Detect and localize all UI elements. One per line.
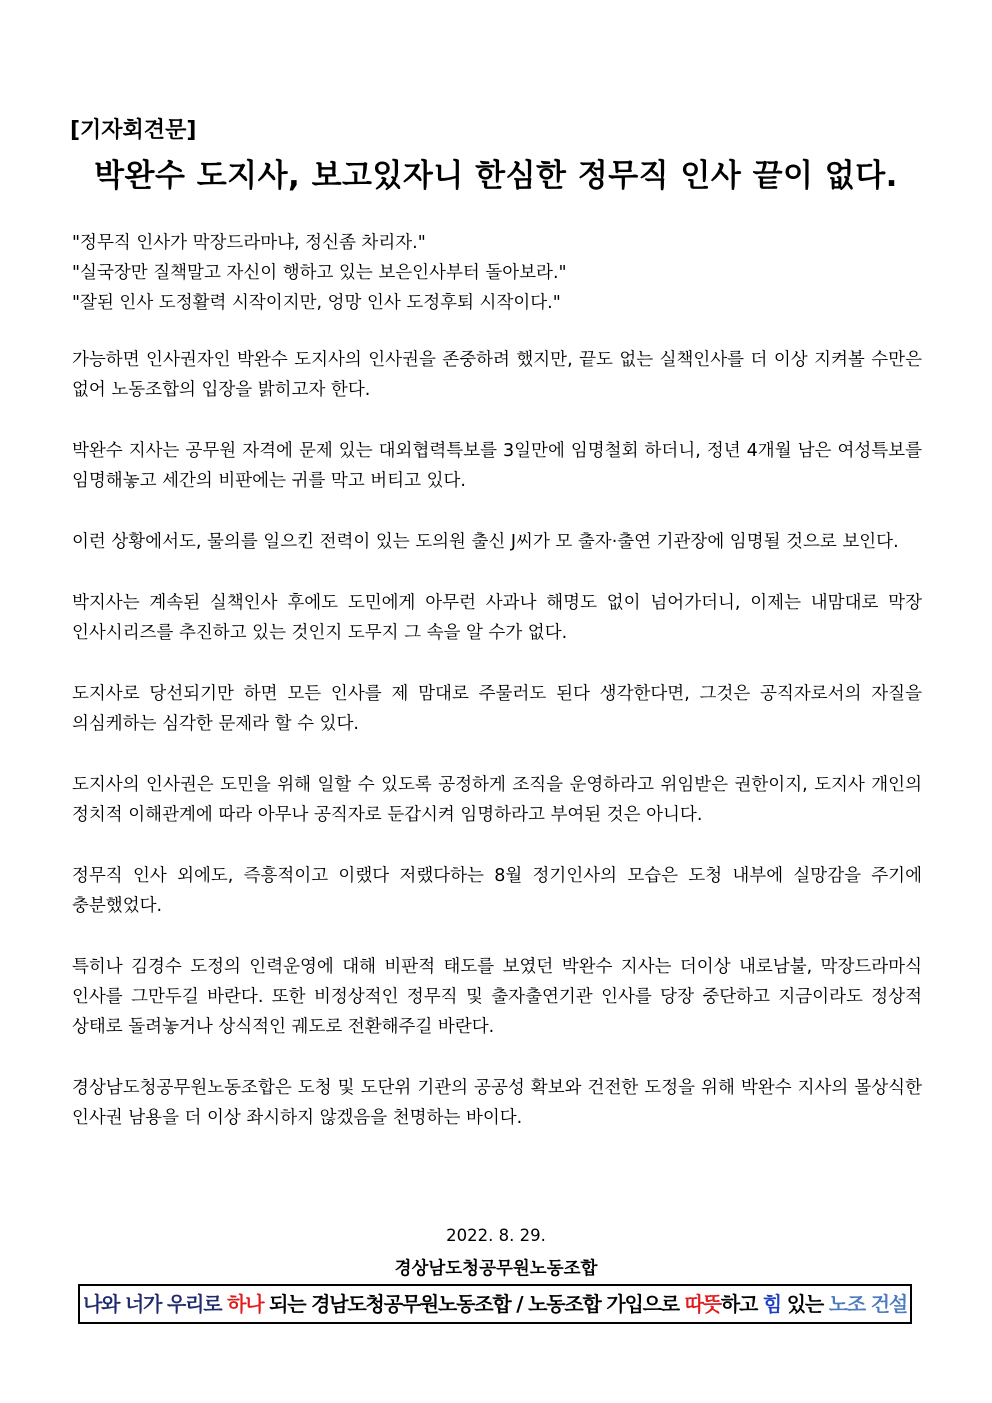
paragraph: 박완수 지사는 공무원 자격에 문제 있는 대외협력특보를 3일만에 임명철회 하더니, 정년 4개월 남은 여성특보를 임명해놓고 세간의 비판에는 귀를 막고 버티고 있다.	[72, 441, 922, 491]
slogan-segment: 하나	[227, 1292, 264, 1316]
paragraph: 도지사로 당선되기만 하면 모든 인사를 제 맘대로 주물러도 된다 생각한다면, 그것은 공직자로서의 자질을 의심케하는 심각한 문제라 할 수 있다.	[72, 684, 922, 734]
slogan-segment: 따뜻	[684, 1292, 721, 1316]
quote-line: "실국장만 질책말고 자신이 행하고 있는 보은인사부터 돌아보라."	[72, 263, 567, 283]
document-tag: [기자회견문]	[70, 118, 197, 143]
slogan-segment: 나와 너가 우리로	[82, 1292, 228, 1316]
paragraph: 도지사의 인사권은 도민을 위해 일할 수 있도록 공정하게 조직을 운영하라고 위임받은 권한이지, 도지사 개인의 정치적 이해관계에 따라 아무나 공직자로 둔갑시켜 임명하라고 부여된 것은 아니다.	[72, 775, 922, 825]
quote-block	[72, 228, 922, 318]
page-title: 박완수 도지사, 보고있자니 한심한 정무직 인사 끝이 없다.	[94, 158, 898, 194]
paragraph: 경상남도청공무원노동조합은 도청 및 도단위 기관의 공공성 확보와 건전한 도정을 위해 박완수 지사의 몰상식한 인사권 남용을 더 이상 좌시하지 않겠음을 천명하는 바이다.	[72, 1078, 922, 1128]
slogan-box	[78, 1284, 912, 1324]
body-text	[72, 345, 922, 1164]
slogan-segment: 힘	[762, 1292, 781, 1316]
quote-line: "잘된 인사 도정활력 시작이지만, 엉망 인사 도정후퇴 시작이다."	[72, 293, 561, 313]
quote-line: "정무직 인사가 막장드라마냐, 정신좀 차리자."	[72, 233, 426, 253]
paragraph: 박지사는 계속된 실책인사 후에도 도민에게 아무런 사과나 해명도 없이 넘어가더니, 이제는 내맘대로 막장 인사시리즈를 추진하고 있는 것인지 도무지 그 속을 알 수가 없다.	[72, 593, 922, 643]
slogan-segment: 되는 경남도청공무원노동조합 / 노동조합 가입으로	[263, 1292, 685, 1316]
paragraph: 이런 상황에서도, 물의를 일으킨 전력이 있는 도의원 출신 J씨가 모 출자·출연 기관장에 임명될 것으로 보인다.	[72, 532, 899, 552]
paragraph: 가능하면 인사권자인 박완수 도지사의 인사권을 존중하려 했지만, 끝도 없는 실책인사를 더 이상 지켜볼 수만은 없어 노동조합의 입장을 밝히고자 한다.	[72, 350, 922, 400]
slogan-segment: 하고	[720, 1292, 763, 1316]
organization-name: 경상남도청공무원노동조합	[394, 1259, 598, 1279]
release-date: 2022. 8. 29.	[446, 1226, 546, 1245]
slogan-segment: 노조 건설	[828, 1292, 907, 1316]
slogan-segment: 있는	[780, 1292, 829, 1316]
paragraph: 특히나 김경수 도정의 인력운영에 대해 비판적 태도를 보였던 박완수 지사는 더이상 내로남불, 막장드라마식 인사를 그만두길 바란다. 또한 비정상적인 정무직 및 출자출연기관 인사를 당장 중단하고 지금이라도 정상적 상태로 돌려놓거나 상식적인 궤도로 전환해주길 바란다.	[72, 957, 922, 1037]
paragraph: 정무직 인사 외에도, 즉흥적이고 이랬다 저랬다하는 8월 정기인사의 모습은 도청 내부에 실망감을 주기에 충분했었다.	[72, 866, 922, 916]
